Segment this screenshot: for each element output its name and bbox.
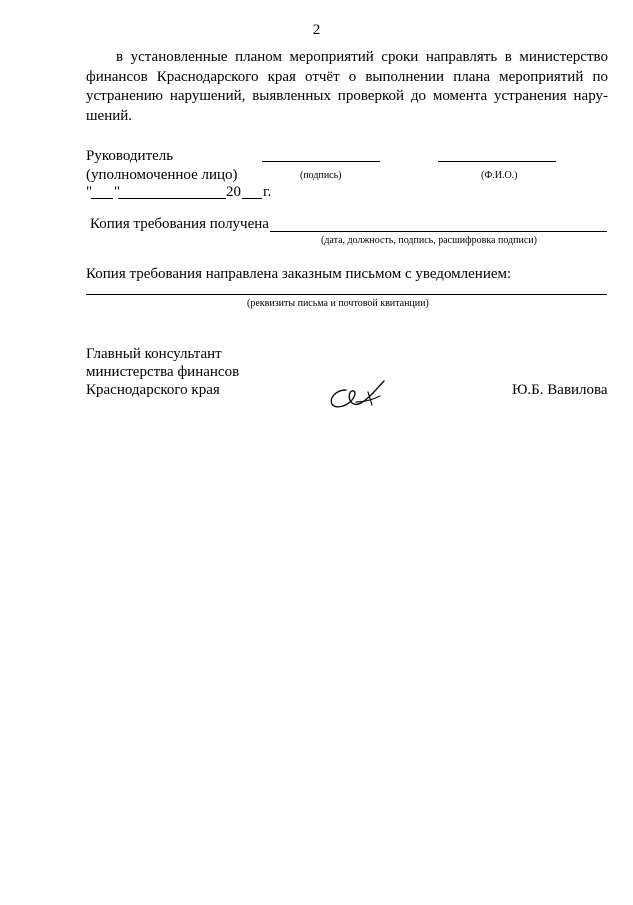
copy-sent-line xyxy=(86,294,607,295)
date-year-line xyxy=(242,198,262,199)
date-day-line xyxy=(91,198,113,199)
page-number: 2 xyxy=(312,22,321,38)
fio-line xyxy=(438,161,556,162)
signature-line xyxy=(262,161,380,162)
date-month-line xyxy=(118,198,226,199)
date-quote-open: " xyxy=(86,184,93,200)
copy-sent-label: Копия требования направлена заказным письмом с уведомлением: xyxy=(86,266,512,282)
copy-sent-caption: (реквизиты письма и почтовой квитанции) xyxy=(247,298,429,309)
copy-received-caption: (дата, должность, подпись, расшифровка подписи) xyxy=(321,235,537,246)
date-year-prefix: 20 xyxy=(226,184,241,200)
date-quote-close: " xyxy=(114,184,121,200)
signer-position-line1: Главный консультант xyxy=(86,346,222,362)
signature-caption: (подпись) xyxy=(300,170,342,181)
authorized-person-label: (уполномоченное лицо) xyxy=(86,167,238,183)
body-paragraph: в установленные планом мероприятий сроки направлять в министерство финансов Краснодарского края отчёт о выполнении плана мероприятий по устранению нарушений, выявленных проверкой до момента устранения нару-шений. xyxy=(86,49,608,124)
head-label: Руководитель xyxy=(86,148,174,164)
copy-received-label: Копия требования получена xyxy=(90,216,269,232)
signer-position-line2: министерства финансов xyxy=(86,364,240,380)
copy-received-line xyxy=(270,231,607,232)
date-year-suffix: г. xyxy=(263,184,272,200)
handwritten-signature xyxy=(326,376,394,412)
signer-name: Ю.Б. Вавилова xyxy=(512,382,608,398)
fio-caption: (Ф.И.О.) xyxy=(481,170,518,181)
signer-position-line3: Краснодарского края xyxy=(86,382,220,398)
